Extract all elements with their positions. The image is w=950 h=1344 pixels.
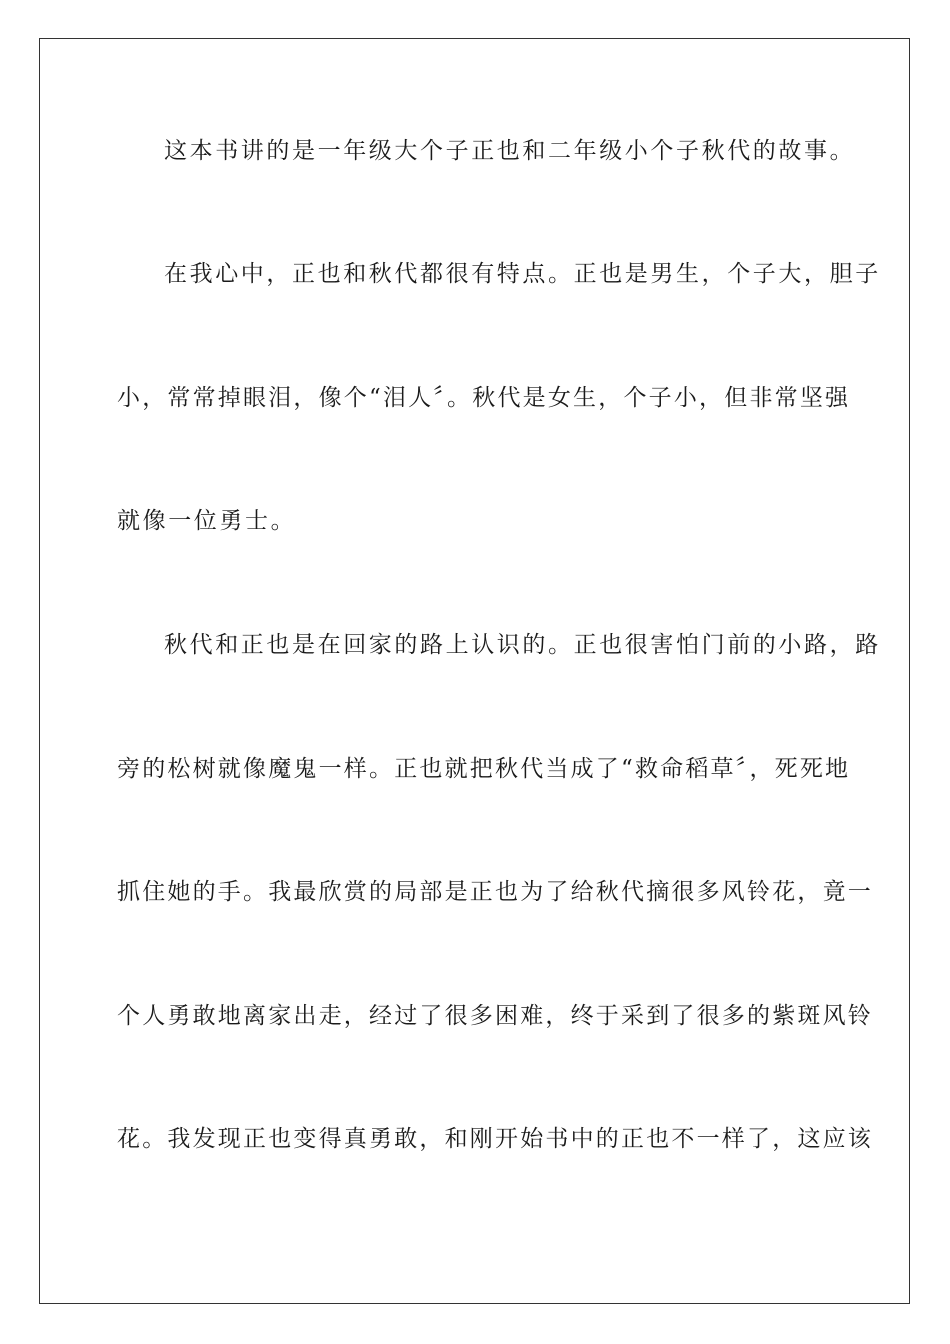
paragraph-1-line-1: 这本书讲的是一年级大个子正也和二年级小个子秋代的故事。 [164,138,856,164]
paragraph-3-line-5: 花。我发现正也变得真勇敢，和刚开始书中的正也不一样了，这应该 [117,1126,873,1152]
page-border [39,38,910,1304]
paragraph-3-line-2: 旁的松树就像魔鬼一样。正也就把秋代当成了“救命稻草〞，死死地 [117,756,851,782]
paragraph-2-line-1: 在我心中，正也和秋代都很有特点。正也是男生，个子大，胆子 [164,261,881,287]
paragraph-2-line-3: 就像一位勇士。 [117,508,297,534]
paragraph-2-line-2: 小，常常掉眼泪，像个“泪人〞。秋代是女生，个子小，但非常坚强 [117,385,851,411]
paragraph-3-line-3: 抓住她的手。我最欣赏的局部是正也为了给秋代摘很多风铃花，竟一 [117,879,873,905]
paragraph-3-line-1: 秋代和正也是在回家的路上认识的。正也很害怕门前的小路，路 [164,632,881,658]
paragraph-3-line-4: 个人勇敢地离家出走，经过了很多困难，终于采到了很多的紫斑风铃 [117,1003,873,1029]
